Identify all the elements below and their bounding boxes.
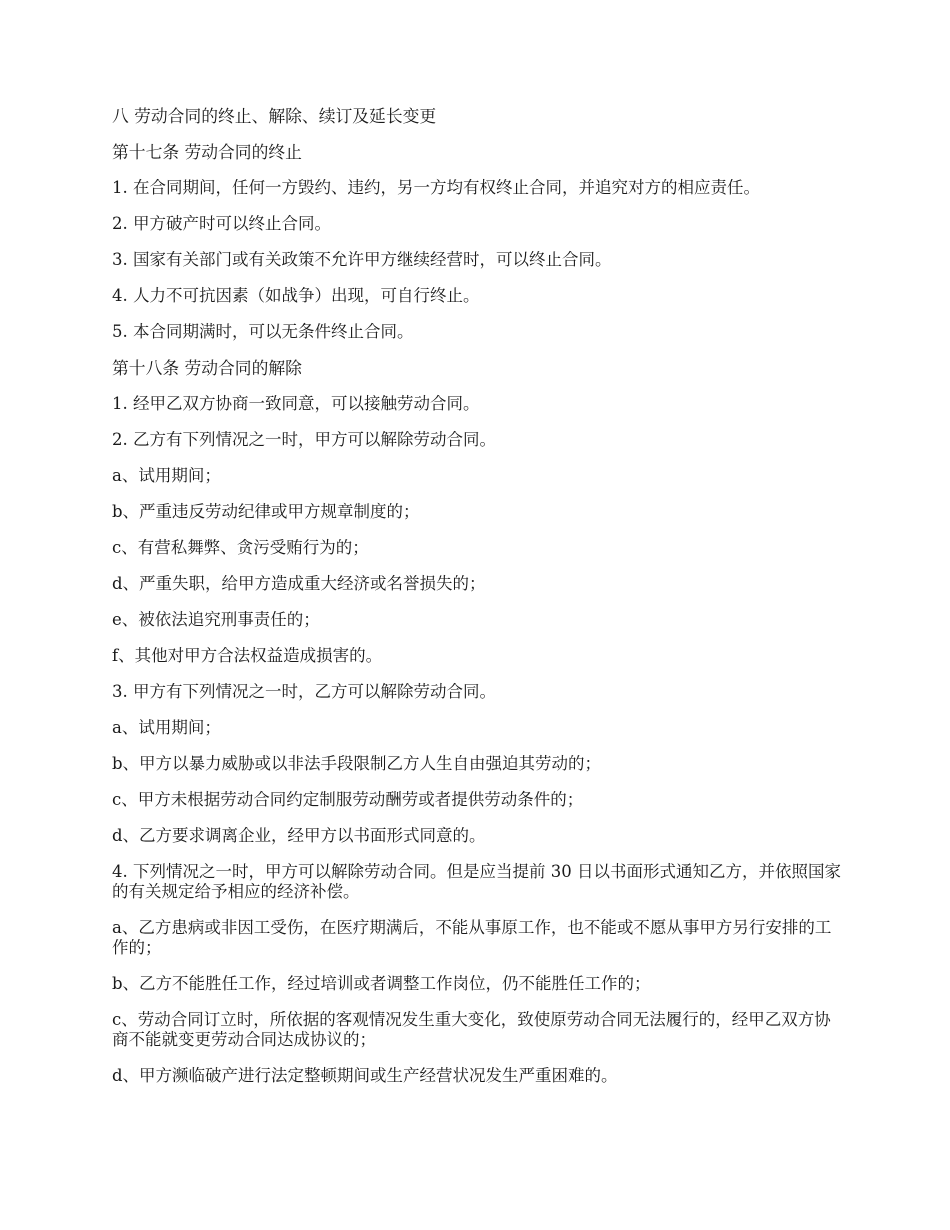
item-4-sub-a: a、乙方患病或非因工受伤，在医疗期满后，不能从事原工作，也不能或不愿从事甲方另行安排的工作的； bbox=[112, 918, 832, 957]
item-2-sub-e: e、被依法追究刑事责任的； bbox=[112, 610, 320, 629]
item-4-sub-d: d、甲方濒临破产进行法定整顿期间或生产经营状况发生严重困难的。 bbox=[112, 1066, 618, 1085]
article-17-item-4: 4. 人力不可抗因素（如战争）出现，可自行终止。 bbox=[112, 286, 480, 305]
article-18-item-4: 4. 下列情况之一时，甲方可以解除劳动合同。但是应当提前 30 日以书面形式通知乙方，并依照国家的有关规定给予相应的经济补偿。 bbox=[112, 862, 841, 901]
item-3-sub-c: c、甲方未根据劳动合同约定制服劳动酬劳或者提供劳动条件的； bbox=[112, 790, 584, 809]
article-17-item-3: 3. 国家有关部门或有关政策不允许甲方继续经营时，可以终止合同。 bbox=[112, 250, 612, 269]
item-3-sub-d: d、乙方要求调离企业，经甲方以书面形式同意的。 bbox=[112, 826, 486, 845]
item-2-sub-b: b、严重违反劳动纪律或甲方规章制度的； bbox=[112, 502, 420, 521]
article-18-title: 第十八条 劳动合同的解除 bbox=[112, 358, 302, 378]
item-2-sub-f: f、其他对甲方合法权益造成损害的。 bbox=[112, 646, 383, 665]
article-18-item-1: 1. 经甲乙双方协商一致同意，可以接触劳动合同。 bbox=[112, 394, 480, 413]
section-heading: 八 劳动合同的终止、解除、续订及延长变更 bbox=[112, 106, 437, 126]
item-2-sub-a: a、试用期间； bbox=[112, 466, 221, 485]
item-3-sub-a: a、试用期间； bbox=[112, 718, 221, 737]
article-17-item-5: 5. 本合同期满时，可以无条件终止合同。 bbox=[112, 322, 414, 341]
article-17-item-1: 1. 在合同期间，任何一方毁约、违约，另一方均有权终止合同，并追究对方的相应责任。 bbox=[112, 178, 760, 197]
document-page bbox=[112, 106, 842, 1102]
item-4-sub-c: c、劳动合同订立时，所依据的客观情况发生重大变化，致使原劳动合同无法履行的，经甲乙双方协商不能就变更劳动合同达成协议的； bbox=[112, 1010, 831, 1049]
item-4-sub-b: b、乙方不能胜任工作，经过培训或者调整工作岗位，仍不能胜任工作的； bbox=[112, 974, 651, 993]
item-3-sub-b: b、甲方以暴力威胁或以非法手段限制乙方人生自由强迫其劳动的； bbox=[112, 754, 602, 773]
article-17-title: 第十七条 劳动合同的终止 bbox=[112, 142, 302, 162]
article-18-item-3: 3. 甲方有下列情况之一时，乙方可以解除劳动合同。 bbox=[112, 682, 496, 701]
article-17-item-2: 2. 甲方破产时可以终止合同。 bbox=[112, 214, 331, 233]
item-2-sub-d: d、严重失职，给甲方造成重大经济或名誉损失的； bbox=[112, 574, 486, 593]
item-2-sub-c: c、有营私舞弊、贪污受贿行为的； bbox=[112, 538, 369, 557]
article-18-item-2: 2. 乙方有下列情况之一时，甲方可以解除劳动合同。 bbox=[112, 430, 496, 449]
